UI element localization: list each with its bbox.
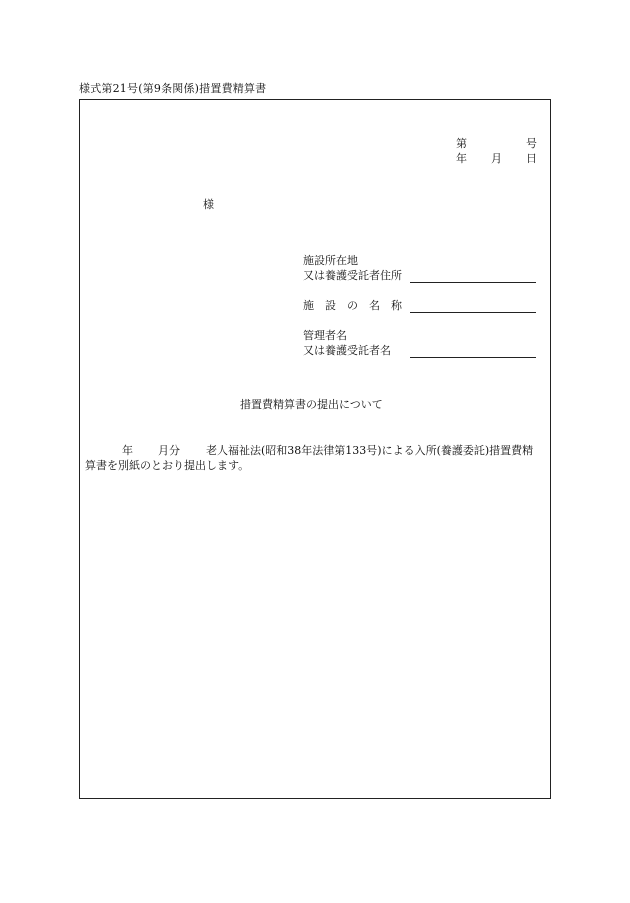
address-field-line[interactable] [410,282,536,283]
address-label-1: 施設所在地 [303,254,358,267]
manager-label-1: 管理者名 [303,329,347,342]
number-suffix: 号 [526,137,537,150]
date-day: 日 [526,152,537,165]
body-text-line1: 老人福祉法(昭和38年法律第133号)による入所(養護委託)措置費精 [206,444,534,457]
number-prefix: 第 [456,137,467,150]
addressee-suffix: 様 [203,198,214,211]
facility-name-label: 施 設 の 名 称 [303,299,402,312]
document-frame [79,99,551,799]
manager-label-2: 又は養護受託者名 [303,344,391,357]
manager-name-field-line[interactable] [410,357,536,358]
body-year: 年 [122,444,133,457]
facility-name-field-line[interactable] [410,312,536,313]
date-month: 月 [491,152,502,165]
body-month-part: 月分 [158,444,180,457]
form-title: 様式第21号(第9条関係)措置費精算書 [79,82,267,95]
subject-line: 措置費精算書の提出について [240,398,383,411]
address-label-2: 又は養護受託者住所 [303,269,402,282]
date-year: 年 [456,152,467,165]
body-text-line2: 算書を別紙のとおり提出します。 [85,459,250,472]
